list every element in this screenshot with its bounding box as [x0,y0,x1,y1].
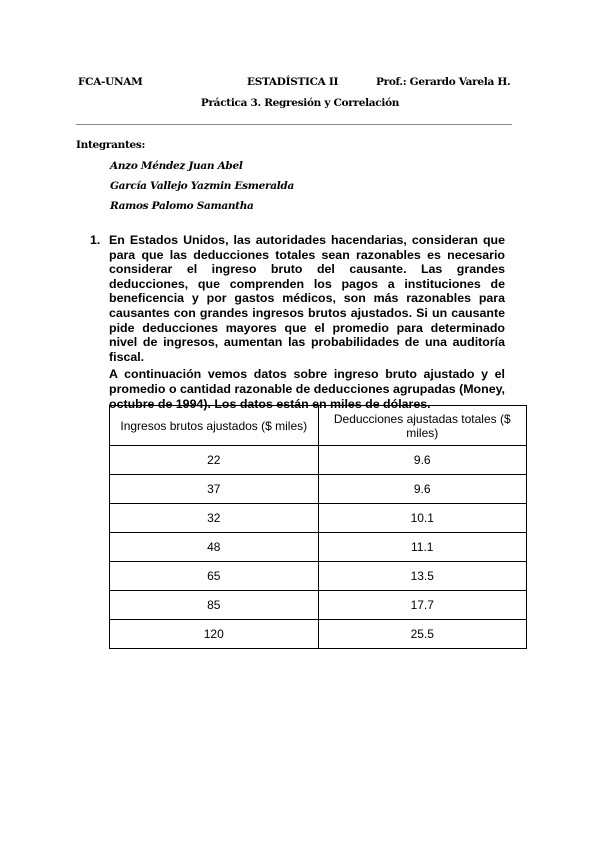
team-member: García Vallejo Yazmin Esmeralda [110,180,294,192]
institution: FCA-UNAM [78,76,143,88]
table-row [110,446,527,475]
table-header-row [110,406,527,446]
question-1 [90,233,505,414]
table-cell: 37 [110,475,319,504]
table-cell: 120 [110,620,319,649]
table-row [110,504,527,533]
table-row [110,591,527,620]
question-paragraph: A continuación vemos datos sobre ingreso bruto ajustado y el promedio o cantidad razonable de deducciones agrupadas (Money, octubre de 1994). Los datos están en miles de dólares. [109,367,505,411]
team-label: Integrantes: [76,139,146,151]
professor: Prof.: Gerardo Varela H. [376,76,511,88]
table-cell: 11.1 [318,533,527,562]
data-table [109,405,527,649]
divider [76,124,512,125]
table-cell: 25.5 [318,620,527,649]
table-cell: 10.1 [318,504,527,533]
question-paragraph: En Estados Unidos, las autoridades hacendarias, consideran que para que las deducciones totales sean razonables es necesario considerar el ingreso bruto del causante. Las grandes deducciones, que comprenden los pagos a instituciones de beneficencia y por gastos médicos, son más razonables para causantes con grandes ingresos brutos ajustados. Si un causante pide deducciones mayores que el promedio para determinado nivel de ingresos, aumentan las probabilidades de una auditoría fiscal. [109,233,505,364]
column-header: Deducciones ajustadas totales ($ miles) [318,406,527,446]
table-cell: 13.5 [318,562,527,591]
column-header: Ingresos brutos ajustados ($ miles) [110,406,319,446]
table-cell: 65 [110,562,319,591]
table-row [110,620,527,649]
table-cell: 9.6 [318,446,527,475]
table-cell: 48 [110,533,319,562]
question-number: 1. [90,233,101,247]
practice-title: Práctica 3. Regresión y Correlación [200,97,400,109]
table-cell: 22 [110,446,319,475]
table-row [110,533,527,562]
table-row [110,562,527,591]
course-title: ESTADÍSTICA II [247,76,339,88]
team-member: Ramos Palomo Samantha [110,200,254,212]
table-cell: 85 [110,591,319,620]
table-cell: 9.6 [318,475,527,504]
table-cell: 17.7 [318,591,527,620]
table-row [110,475,527,504]
team-member: Anzo Méndez Juan Abel [110,160,243,172]
table-cell: 32 [110,504,319,533]
